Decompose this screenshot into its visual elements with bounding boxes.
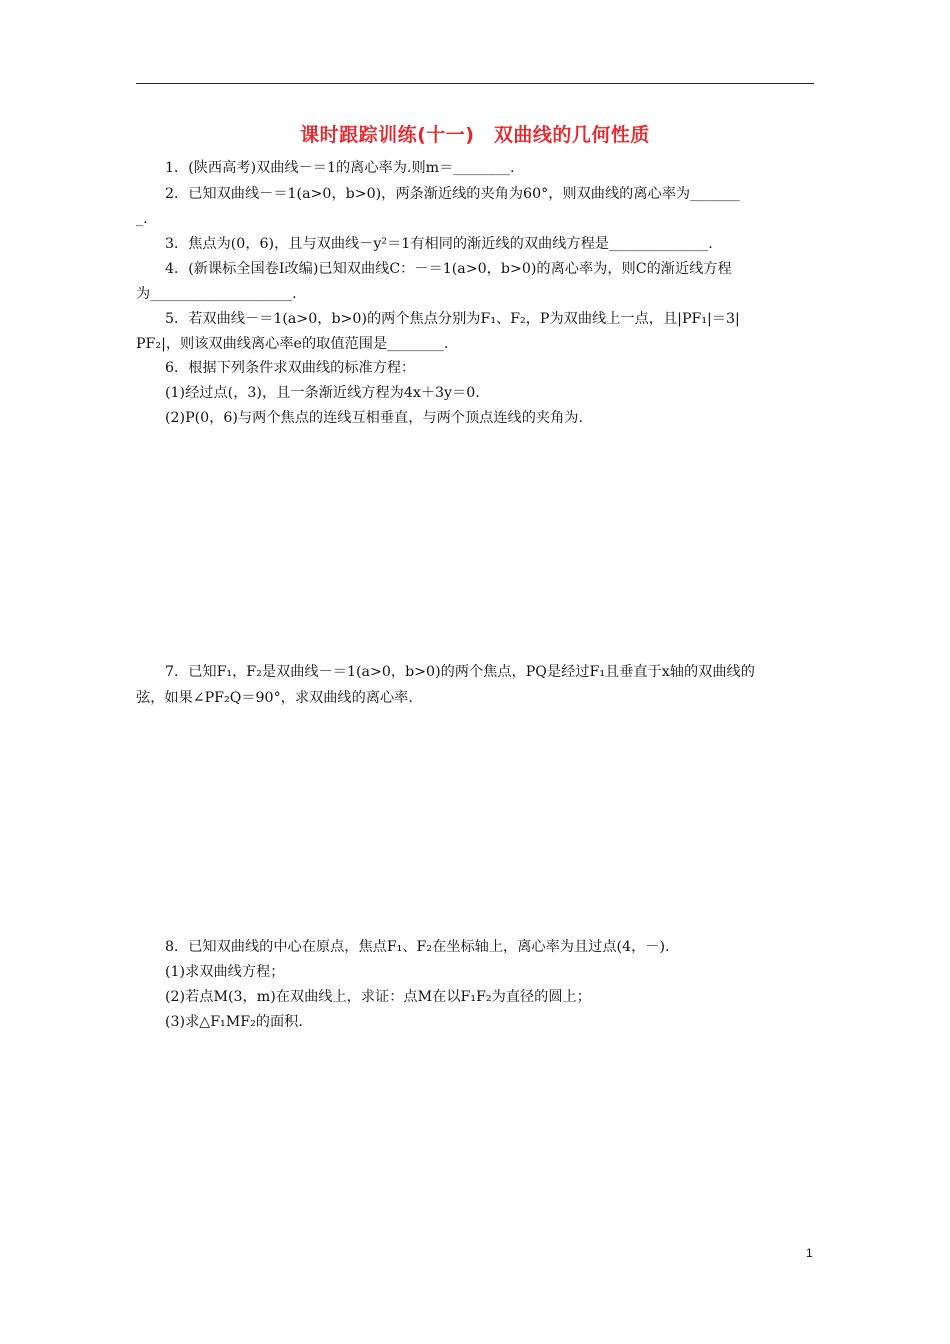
- q5-line-cont: PF₂|，则该双曲线离心率e的取值范围是________.: [136, 336, 449, 352]
- q6-part2: (2)P(0，6)与两个焦点的连线互相垂直，与两个顶点连线的夹角为.: [165, 410, 583, 426]
- q4-line: 4．(新课标全国卷Ⅰ改编)已知双曲线C：－＝1(a>0，b>0)的离心率为，则C的渐近线方程: [165, 261, 732, 277]
- q7-line-cont: 弦，如果∠PF₂Q＝90°，求双曲线的离心率.: [136, 690, 413, 706]
- q2-line-cont: _.: [136, 211, 148, 227]
- q2-line: 2．已知双曲线－＝1(a>0，b>0)，两条渐近线的夹角为60°，则双曲线的离心率为_______: [165, 186, 740, 202]
- q4-line-cont: 为____________________.: [136, 286, 297, 302]
- q8-part1: (1)求双曲线方程；: [165, 964, 285, 980]
- q5-line: 5．若双曲线－＝1(a>0，b>0)的两个焦点分别为F₁、F₂，P为双曲线上一点，且|PF₁|＝3|: [165, 311, 740, 327]
- q3-line: 3．焦点为(0，6)，且与双曲线－y²＝1有相同的渐近线的双曲线方程是______________.: [165, 236, 713, 252]
- q6-line: 6．根据下列条件求双曲线的标准方程：: [165, 360, 416, 376]
- q6-part1: (1)经过点(，3)，且一条渐近线方程为4x＋3y＝0.: [165, 385, 480, 401]
- q7-line: 7．已知F₁，F₂是双曲线－＝1(a>0，b>0)的两个焦点，PQ是经过F₁且垂直于x轴的双曲线的: [165, 664, 755, 680]
- q8-line: 8．已知双曲线的中心在原点，焦点F₁、F₂在坐标轴上，离心率为且过点(4，－).: [165, 939, 670, 955]
- q1-line: 1．(陕西高考)双曲线－＝1的离心率为.则m＝________.: [165, 160, 515, 176]
- q8-part3: (3)求△F₁MF₂的面积.: [165, 1014, 303, 1030]
- q8-part2: (2)若点M(3，m)在双曲线上，求证：点M在以F₁F₂为直径的圆上；: [165, 989, 591, 1005]
- header-rule: [136, 83, 814, 84]
- page-title: 课时跟踪训练(十一) 双曲线的几何性质: [300, 124, 650, 146]
- page-number: 1: [806, 1246, 813, 1260]
